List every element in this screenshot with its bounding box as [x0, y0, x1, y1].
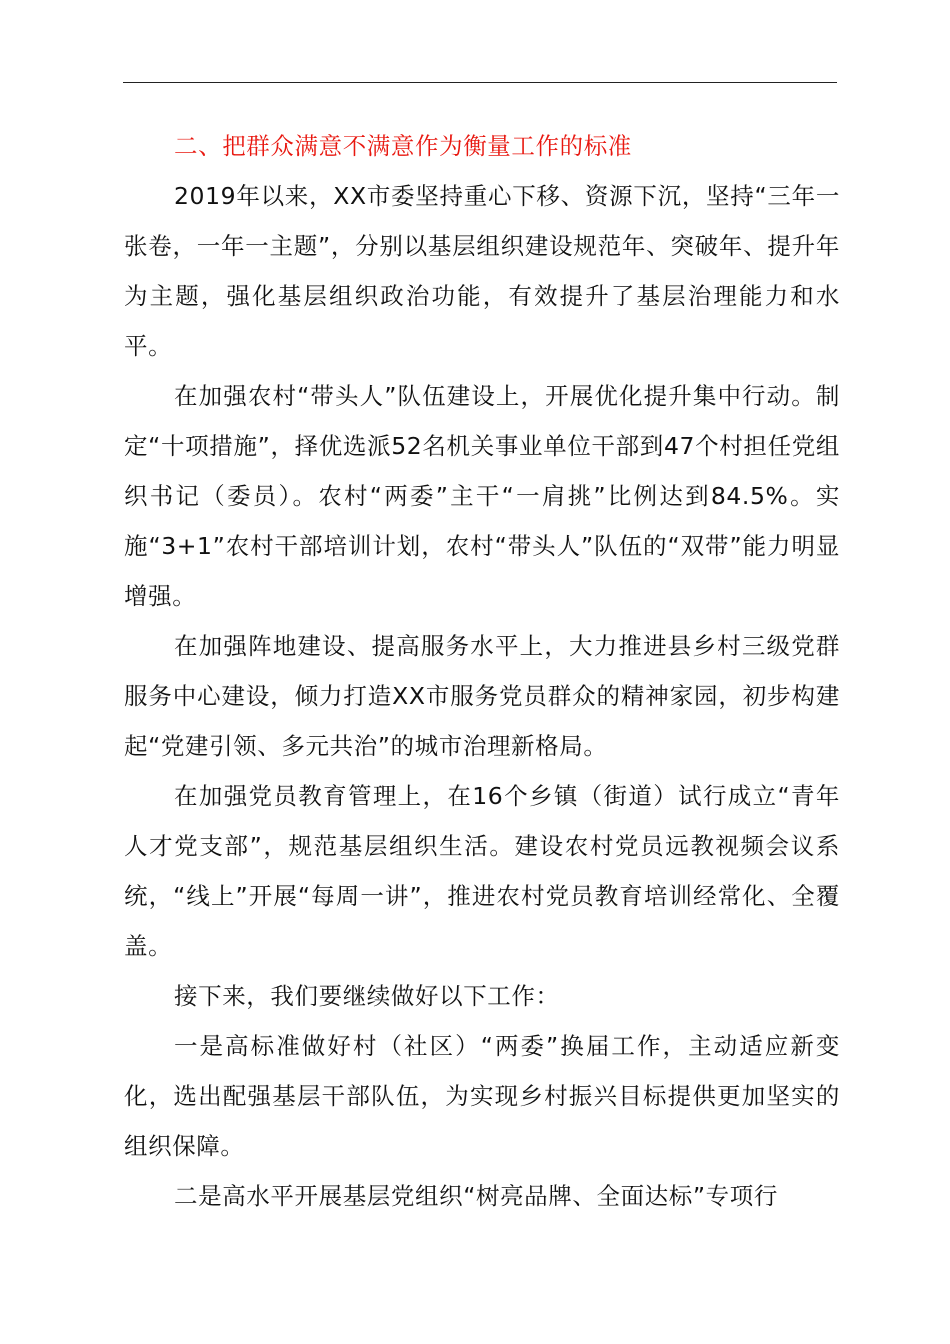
- document-body: [124, 121, 840, 1221]
- paragraph-intro: 2019年以来，XX市委坚持重心下移、资源下沉，坚持“三年一张卷，一年一主题”，分别以基层组织建设规范年、突破年、提升年为主题，强化基层组织政治功能，有效提升了基层治理能力和水平。: [124, 182, 840, 360]
- header-rule: [123, 82, 837, 83]
- paragraph-party-education: 在加强党员教育管理上，在16个乡镇（街道）试行成立“青年人才党支部”，规范基层组织生活。建设农村党员远教视频会议系统，“线上”开展“每周一讲”，推进农村党员教育培训经常化、全覆盖。: [124, 782, 840, 960]
- paragraph-item-one: 一是高标准做好村（社区）“两委”换届工作，主动适应新变化，选出配强基层干部队伍，为实现乡村振兴目标提供更加坚实的组织保障。: [124, 1032, 840, 1160]
- paragraph-item-two: 二是高水平开展基层党组织“树亮品牌、全面达标”专项行: [174, 1182, 778, 1210]
- paragraph-next-steps: 接下来，我们要继续做好以下工作：: [174, 982, 560, 1010]
- section-heading: 二、把群众满意不满意作为衡量工作的标准: [174, 132, 632, 160]
- paragraph-village-leaders: 在加强农村“带头人”队伍建设上，开展优化提升集中行动。制定“十项措施”，择优选派52名机关事业单位干部到47个村担任党组织书记（委员）。农村“两委”主干“一肩挑”比例达到84.5%。实施“3+1”农村干部培训计划，农村“带头人”队伍的“双带”能力明显增强。: [124, 382, 840, 610]
- paragraph-service-centers: 在加强阵地建设、提高服务水平上，大力推进县乡村三级党群服务中心建设，倾力打造XX市服务党员群众的精神家园，初步构建起“党建引领、多元共治”的城市治理新格局。: [124, 632, 840, 760]
